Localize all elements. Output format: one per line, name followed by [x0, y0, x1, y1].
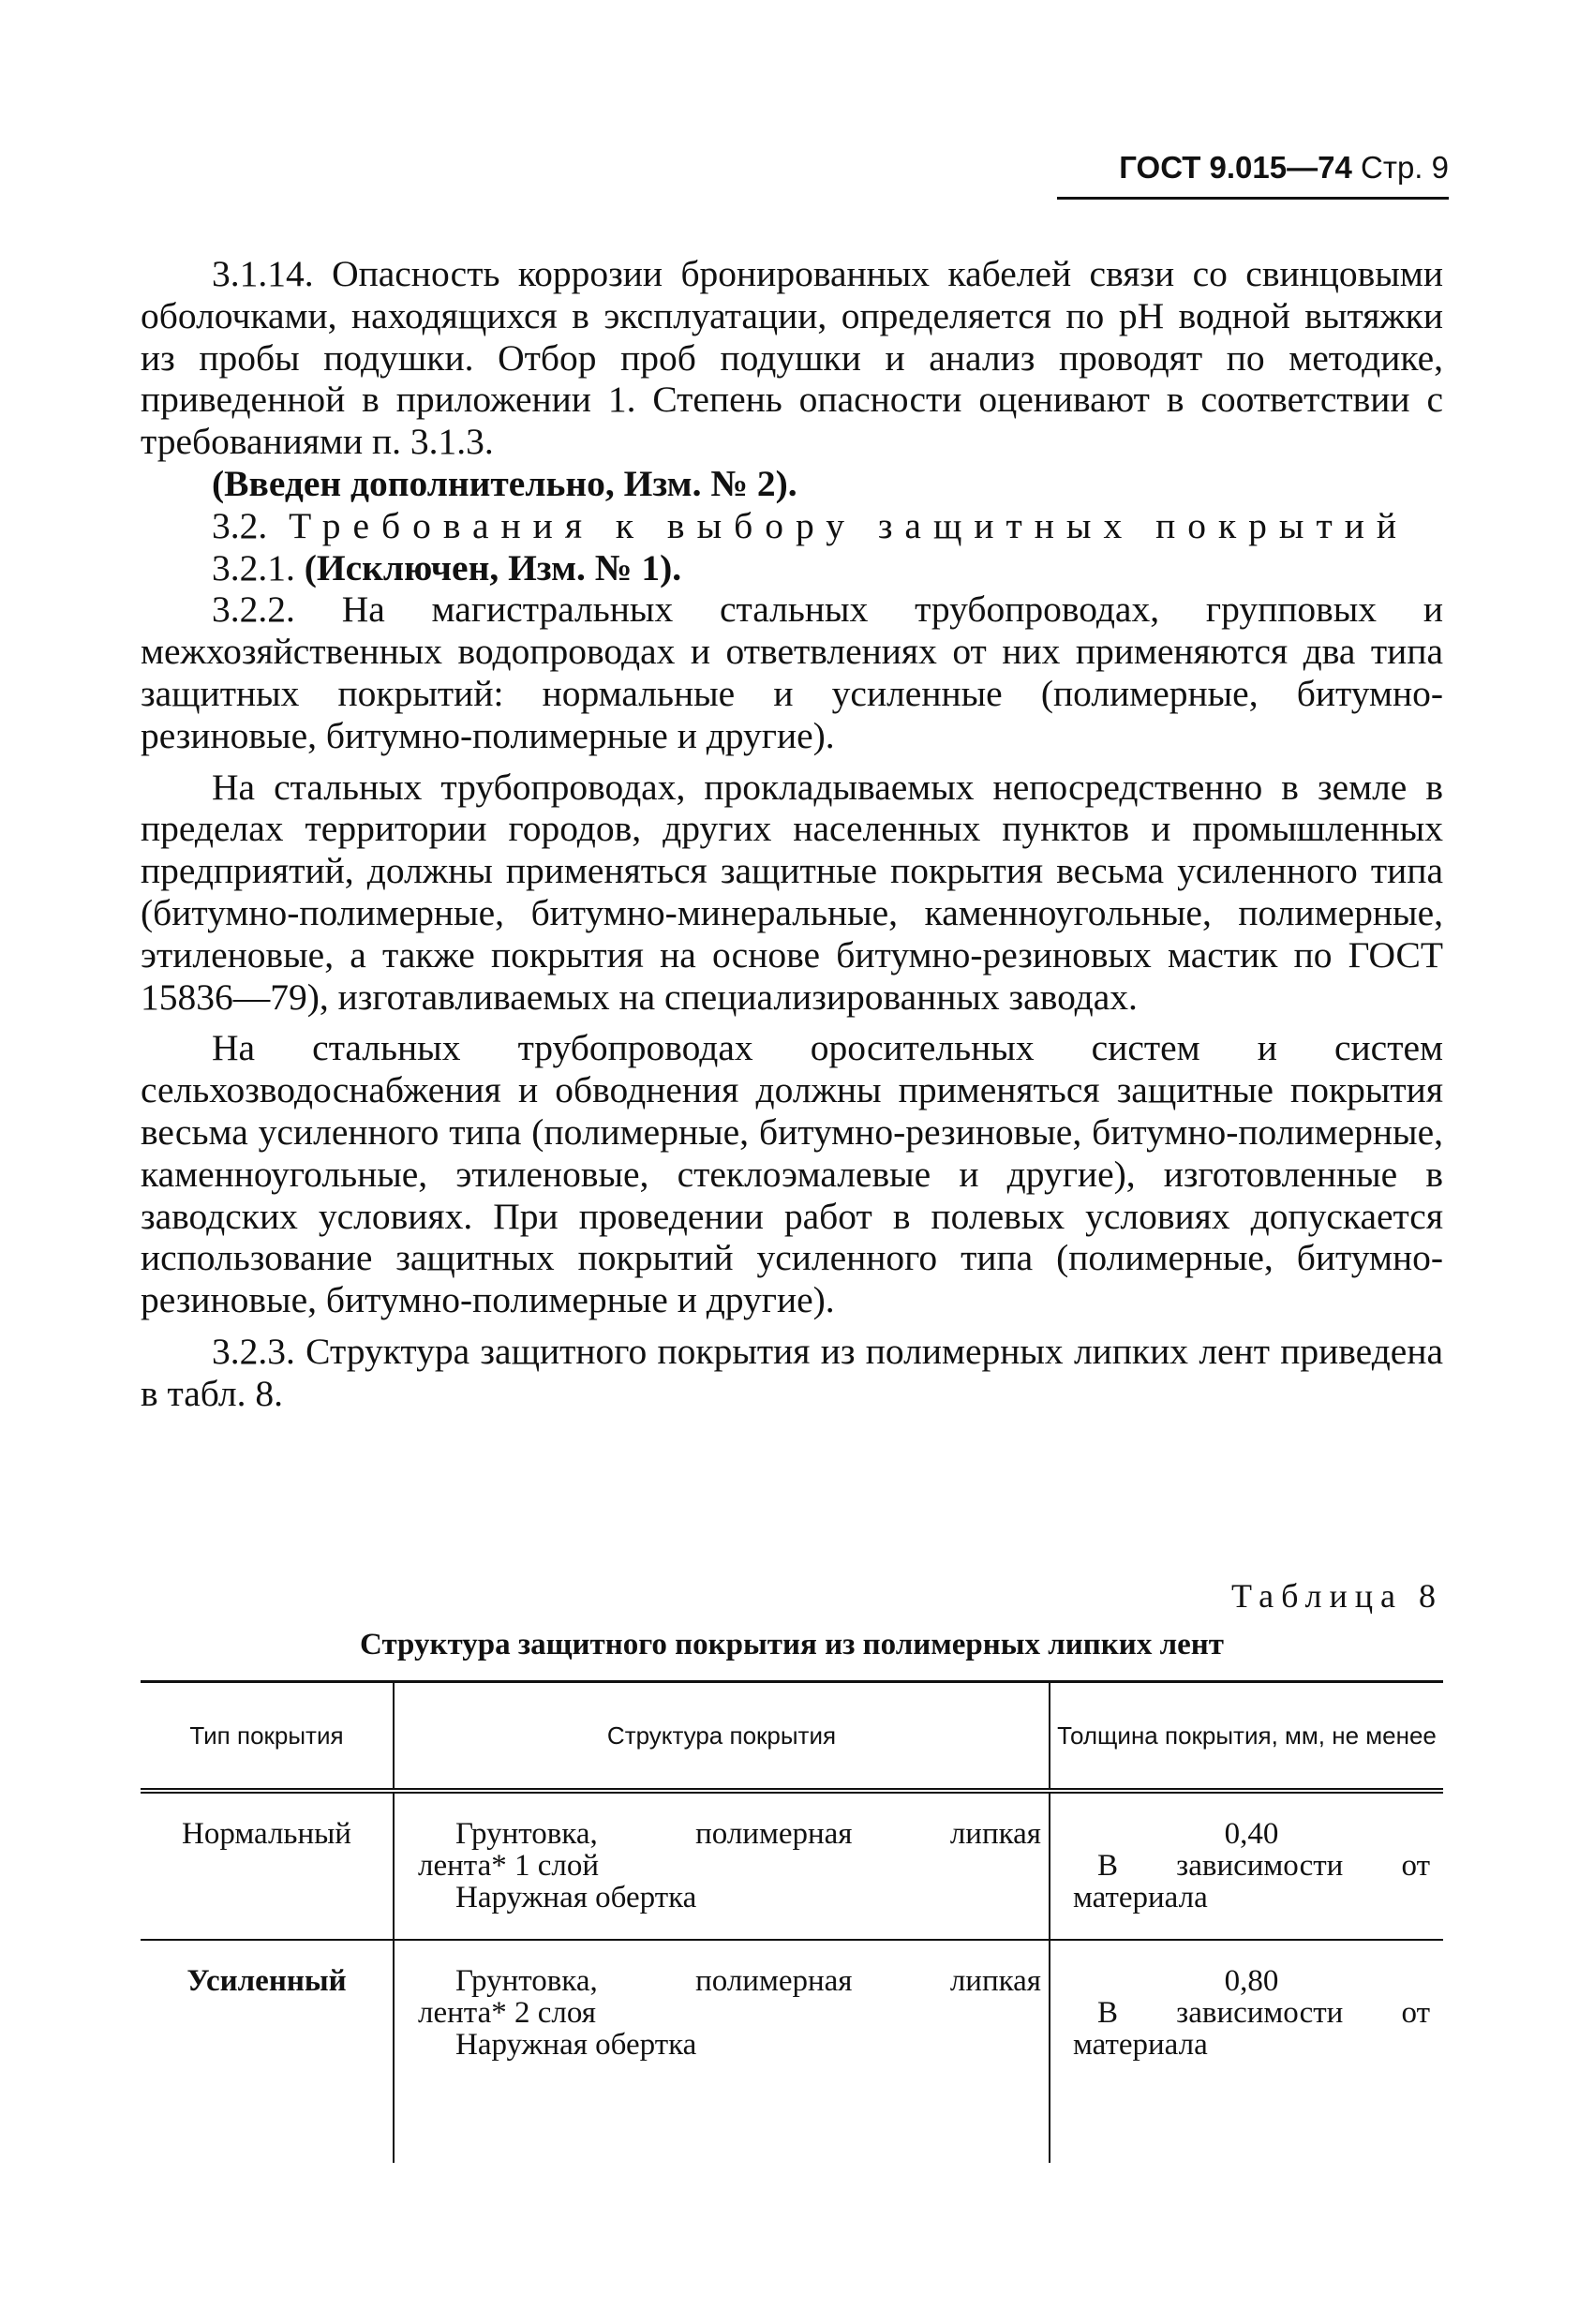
header-coating-structure: Структура покрытия: [394, 1682, 1050, 1792]
thickness-value: 0,40: [1224, 1817, 1279, 1851]
structure-line: лента* 2 слоя: [418, 1996, 596, 2030]
page-header: [1057, 150, 1449, 200]
paragraph-3-2-1: [141, 547, 1443, 589]
thickness-note: В зависимости от материала: [1073, 1996, 1430, 2062]
thickness-note: В зависимости от материала: [1073, 1849, 1430, 1914]
table-title: Структура защитного покрытия из полимерных липких лент: [360, 1628, 1224, 1661]
document-code: ГОСТ 9.015—74: [1119, 150, 1352, 185]
structure-line: Грунтовка, полимерная липкая: [455, 1817, 1041, 1851]
structure-line: лента* 1 слой: [418, 1849, 600, 1883]
section-heading-3-2: [141, 505, 1443, 547]
thickness-cell: [1050, 1791, 1443, 1940]
paragraph-3-1-14: 3.1.14. Опасность коррозии бронированных кабелей связи со свинцовыми оболочками, находящихся в эксплуатации, определяется по pH водной вытяжки из пробы подушки. Отбор проб подушки и анализ проводят по методике, приведенной в приложении 1. Степень опасности оценивают в соответствии с требованиями п. 3.1.3.: [141, 253, 1443, 463]
thickness-cell: [1050, 1940, 1443, 2163]
structure-line: Грунтовка, полимерная липкая: [455, 1964, 1041, 1998]
paragraph-number: 3.2.1.: [212, 546, 295, 588]
excluded-note: (Исключен, Изм. № 1).: [304, 546, 682, 588]
page-number: Стр. 9: [1361, 150, 1449, 185]
table-number: Таблица 8: [1231, 1577, 1443, 1615]
amendment-note-text: (Введен дополнительно, Изм. № 2).: [212, 462, 797, 504]
structure-line: Наружная обертка: [455, 1881, 697, 1914]
paragraph-3-2-2: 3.2.2. На магистральных стальных трубопроводах, групповых и межхозяйственных водопроводах и ответвлениях от них применяются два типа защитных покрытий: нормальные и усиленные (полимерные, битумно-резиновые, битумно-полимерные и другие).: [141, 588, 1443, 756]
structure-line: Наружная обертка: [455, 2028, 697, 2062]
coating-type-cell: Усиленный: [186, 1964, 347, 1998]
section-title: Требования к выбору защитных покрытий: [289, 504, 1408, 546]
table-header-row: [141, 1682, 1443, 1792]
document-body: [141, 253, 1443, 1415]
paragraph-irrigation-pipelines: На стальных трубопроводах оросительных систем и систем сельхозводоснабжения и обводнения должны применяться защитные покрытия весьма усиленного типа (полимерные, битумно-резиновые, битумно-полимерные, каменноугольные, этиленовые, стеклоэмалевые и другие), изготовленные в заводских условиях. При проведении работ в полевых условиях допускается использование защитных покрытий усиленного типа (полимерные, битумно-резиновые, битумно-полимерные и другие).: [141, 1027, 1443, 1321]
paragraph-3-2-3: 3.2.3. Структура защитного покрытия из полимерных липких лент приведена в табл. 8.: [141, 1330, 1443, 1414]
section-number: 3.2.: [212, 504, 268, 546]
coating-structure-table: [141, 1680, 1443, 2163]
table-row: [141, 1940, 1443, 2163]
table-row: [141, 1791, 1443, 1940]
thickness-value: 0,80: [1224, 1964, 1279, 1998]
coating-structure-cell: [394, 1791, 1050, 1940]
header-coating-thickness: Толщина покрытия, мм, не менее: [1050, 1682, 1443, 1792]
amendment-note: [141, 463, 1443, 505]
paragraph-urban-pipelines: На стальных трубопроводах, прокладываемых непосредственно в земле в пределах территории городов, других населенных пунктов и промышленных предприятий, должны применяться защитные покрытия весьма усиленного типа (битумно-полимерные, битумно-минеральные, каменноугольные, полимерные, этиленовые, а также покрытия на основе битумно-резиновых мастик по ГОСТ 15836—79), изготавливаемых на специализированных заводах.: [141, 766, 1443, 1018]
header-coating-type: Тип покрытия: [141, 1682, 394, 1792]
coating-type-cell: Нормальный: [141, 1791, 394, 1940]
coating-structure-cell: [394, 1940, 1050, 2163]
